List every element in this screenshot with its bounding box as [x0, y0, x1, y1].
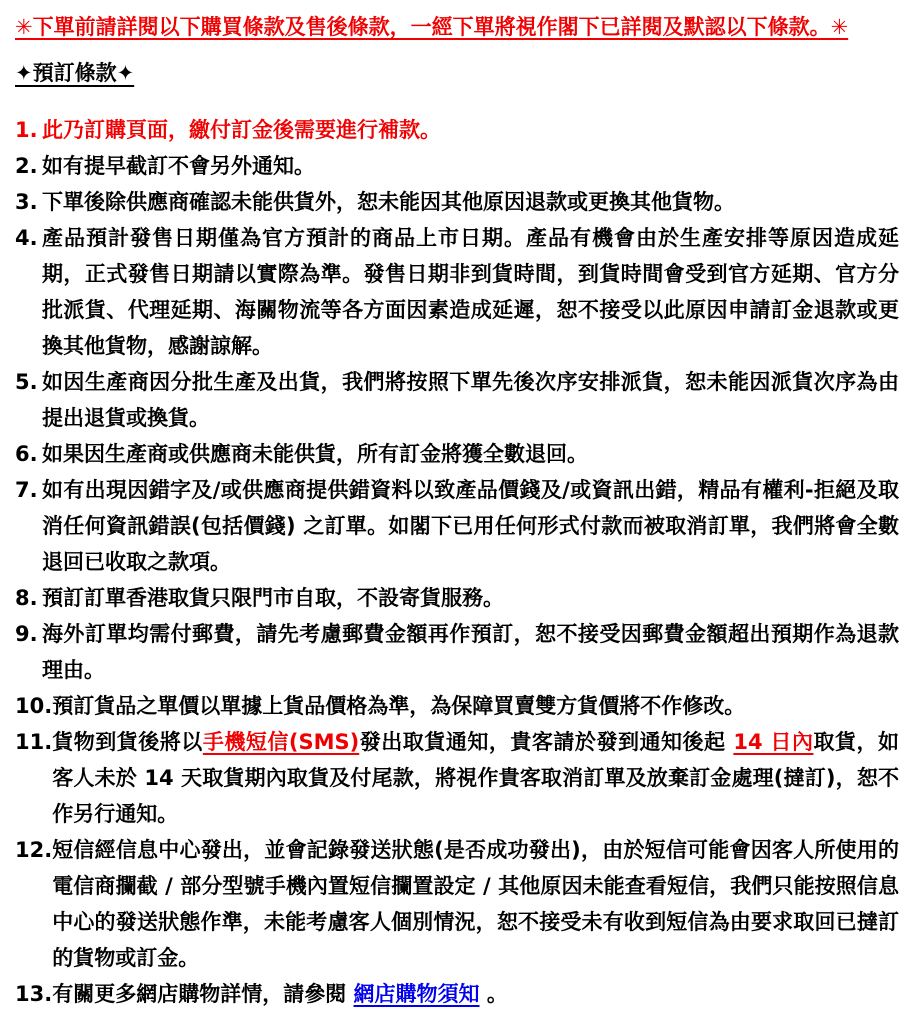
term-number: 10.	[15, 694, 53, 718]
term-item	[15, 616, 899, 688]
terms-list	[15, 112, 899, 1012]
term-text-segment: 海外訂單均需付郵費，請先考慮郵費金額再作預訂，恕不接受因郵費金額超出預期作為退款理由。	[42, 622, 899, 682]
term-text-segment: 發出取貨通知，貴客請於發到通知後起	[359, 730, 734, 754]
term-text	[52, 724, 899, 832]
term-text	[42, 112, 899, 148]
term-item	[15, 148, 899, 184]
term-text	[42, 436, 899, 472]
term-item	[15, 832, 899, 976]
term-number: 1.	[15, 118, 38, 142]
term-item	[15, 220, 899, 364]
pickup-deadline-highlight: 14 日內	[733, 730, 814, 754]
term-text-segment: 預訂貨品之單價以單據上貨品價格為準，為保障買賣雙方貨價將不作修改。	[52, 694, 746, 718]
term-item	[15, 580, 899, 616]
term-item	[15, 688, 899, 724]
term-number: 5.	[15, 370, 38, 394]
term-item	[15, 112, 899, 148]
term-text-segment: 此乃訂購頁面，繳付訂金後需要進行補款。	[42, 118, 441, 142]
term-number: 3.	[15, 190, 38, 214]
term-text-segment: 取貨，如客人未於 14 天取貨期內取貨及付尾款，將視作貴客取消訂單及放棄訂金處理(撻訂)，恕不作另行通知。	[52, 730, 900, 826]
term-number: 13.	[15, 982, 53, 1006]
term-text	[42, 616, 899, 688]
purchase-notice-header: ✳下單前請詳閱以下購買條款及售後條款，一經下單將視作閣下已詳閱及默認以下條款。✳	[15, 15, 849, 39]
term-text-segment: 貨物到貨後將以	[52, 730, 203, 754]
term-text-segment: 如有出現因錯字及/或供應商提供錯資料以致產品價錢及/或資訊出錯，精品有權利-拒絕及取消任何資訊錯誤(包括價錢) 之訂單。如閣下已用任何形式付款而被取消訂單，我們將會全數退回已收取之款項。	[42, 478, 899, 574]
sms-highlight: 手機短信(SMS)	[202, 730, 360, 754]
term-item	[15, 472, 899, 580]
term-number: 4.	[15, 226, 38, 250]
term-text-segment: 短信經信息中心發出，並會記錄發送狀態(是否成功發出)，由於短信可能會因客人所使用的電信商攔截 / 部分型號手機內置短信攔置設定 / 其他原因未能查看短信，我們只能按照信息中心的發送狀態作準，未能考慮客人個別情況，恕不接受未有收到短信為由要求取回已撻訂的貨物或訂金。	[52, 838, 899, 970]
term-text	[42, 472, 899, 580]
term-number: 9.	[15, 622, 38, 646]
term-text	[42, 220, 899, 364]
term-item	[15, 724, 899, 832]
term-item	[15, 976, 899, 1012]
term-number: 7.	[15, 478, 38, 502]
term-text-segment: 如果因生產商或供應商未能供貨，所有訂金將獲全數退回。	[42, 442, 588, 466]
term-text-segment: 下單後除供應商確認未能供貨外，恕未能因其他原因退款或更換其他貨物。	[42, 190, 735, 214]
term-text-segment: 有關更多網店購物詳情，請參閱	[52, 982, 354, 1006]
term-text	[52, 832, 899, 976]
section-title-preorder-terms: ✦預訂條款✦	[15, 61, 135, 85]
term-text	[52, 688, 899, 724]
store-shopping-notice-link[interactable]: 網店購物須知	[353, 982, 480, 1006]
term-text	[42, 580, 899, 616]
term-text	[42, 148, 899, 184]
term-item	[15, 184, 899, 220]
term-text-segment: 產品預計發售日期僅為官方預計的商品上市日期。產品有機會由於生產安排等原因造成延期，正式發售日期請以實際為準。發售日期非到貨時間，到貨時間會受到官方延期、官方分批派貨、代理延期、海關物流等各方面因素造成延遲，恕不接受以此原因申請訂金退款或更換其他貨物，感謝諒解。	[42, 226, 899, 358]
term-number: 8.	[15, 586, 38, 610]
term-text-segment: 如有提早截訂不會另外通知。	[42, 154, 315, 178]
term-number: 12.	[15, 838, 53, 862]
term-text	[42, 184, 899, 220]
term-item	[15, 364, 899, 436]
term-item	[15, 436, 899, 472]
term-text-segment: 預訂訂單香港取貨只限門市自取，不設寄貨服務。	[42, 586, 504, 610]
term-text-segment: 。	[479, 982, 508, 1006]
term-number: 2.	[15, 154, 38, 178]
term-text	[52, 976, 899, 1012]
term-number: 11.	[15, 730, 53, 754]
term-text	[42, 364, 899, 436]
term-number: 6.	[15, 442, 38, 466]
term-text-segment: 如因生產商因分批生產及出貨，我們將按照下單先後次序安排派貨，恕未能因派貨次序為由提出退貨或換貨。	[42, 370, 899, 430]
